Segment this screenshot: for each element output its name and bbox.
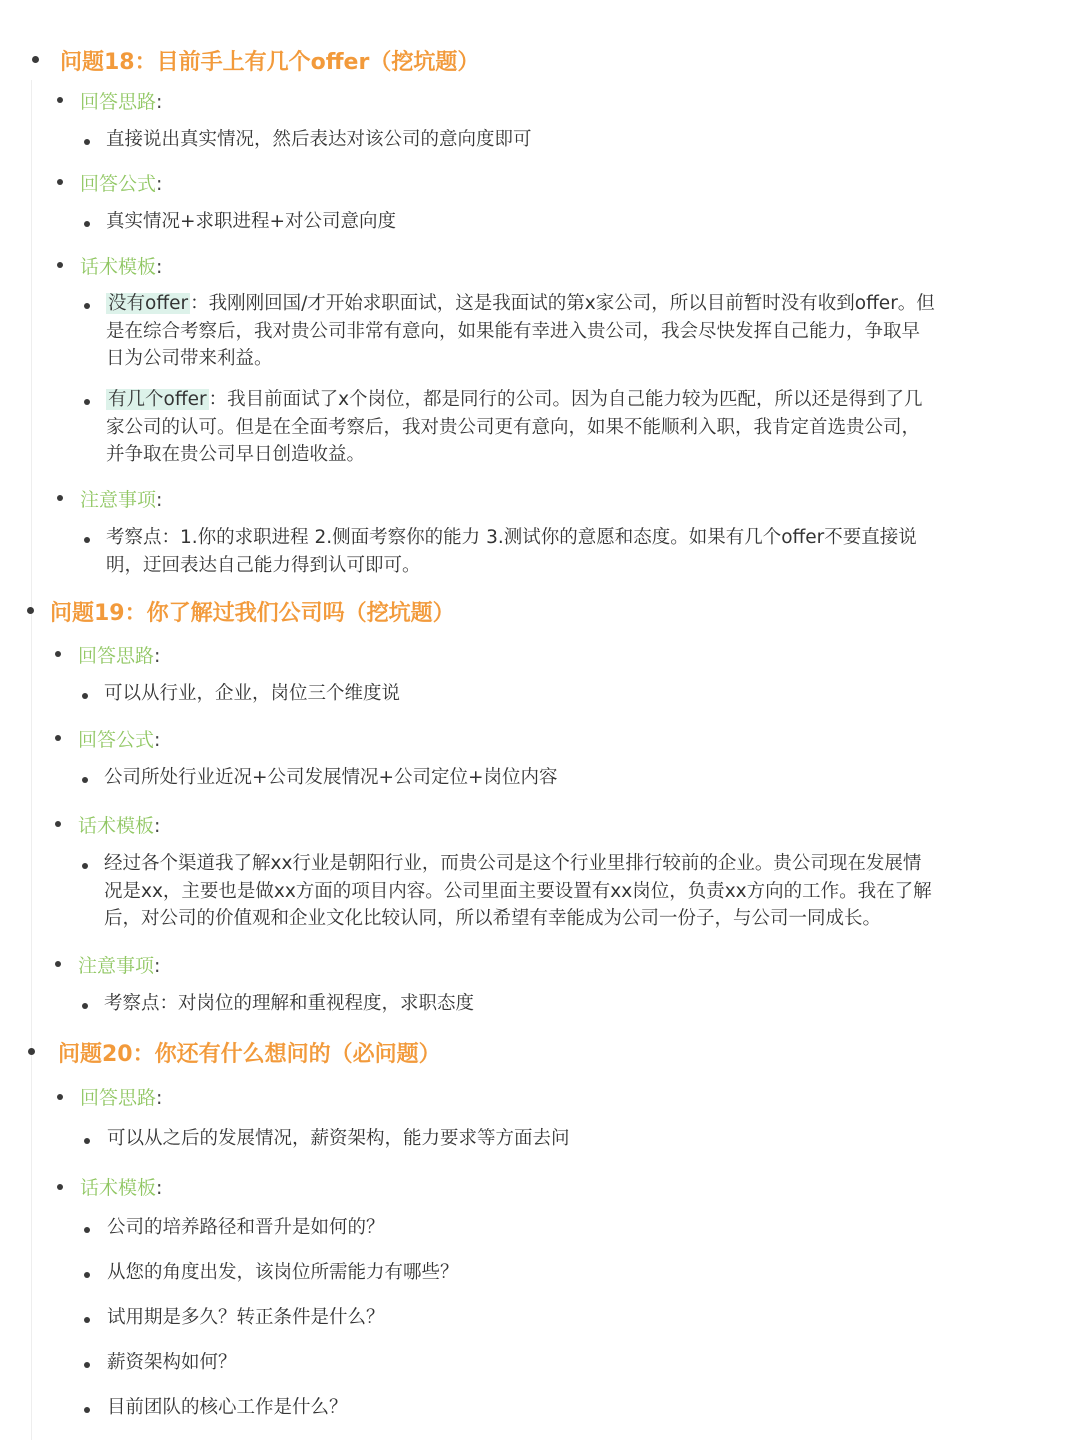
bullet-icon [84,139,90,145]
bullet-icon [55,961,61,967]
item-text-line: 后，对公司的价值观和企业文化比较认同，所以希望有幸能成为公司一份子，与公司一同成长。 [104,908,882,929]
block-label: 话术模板 [78,815,155,837]
bullet-icon [55,735,61,741]
item-text: 考察点：对岗位的理解和重视程度，求职态度 [104,993,475,1014]
item-text-line: 况是xx，主要也是做xx方面的项目内容。公司里面主要设置有xx岗位，负责xx方向的工作。我在了解 [104,880,932,902]
bullet-icon [82,1003,88,1009]
bullet-icon [82,777,88,783]
bullet-icon [84,1138,90,1144]
bullet-icon [57,97,63,103]
item-text-line: 家公司的认可。但是在全面考察后，我对贵公司更有意向，如果不能顺利入职，我肯定首选贵公司， [106,416,921,438]
bullet-icon [82,863,88,869]
item-text: 可以从之后的发展情况，薪资架构，能力要求等方面去问 [107,1128,570,1149]
bullet-icon [84,221,90,227]
bullet-icon [84,1407,90,1413]
block-label: 注意事项 [80,489,157,511]
document-page: 问题18：目前手上有几个offer（挖坑题） 回答思路: 直接说出真实情况，然后表达对该公司的意向度即可 回答公式: 真实情况+求职进程+对公司意向度 话术模板: 没有offer ：我刚刚回国/才开始求职面试，这是我面试的第x家公司，所以目前暂时没有收到offer。但 是在综合考察后，我对贵公司非常有意向，如果能有幸进入贵公司，我会尽快发挥自己能力，争取早 日为公司带来利益。 有几个offer ：我目前面试了x个岗位，都是同行的公司。因为自己能力较为匹配，所以还是得到了几 家公司的认可。但是在全面考察后，我对贵公司更有意向，如果不能顺利入职，我肯定首选贵公司， 并争取在贵公司早日创造收益。 注意事项: 考察点：1.你的求职进程 2.侧面考察你的能力 3.测试你的意愿和态度。如果有几个offer不要直接说 明，迂回表达自己能力得到认可即可。 问题19：你了解过我们公司吗（挖坑题） 回答思路: 可以从行业，企业，岗位三个维度说 回答公式: 公司所处行业近况+公司发展情况+公司定位+岗位内容 话术模板: 经过各个渠道我了解xx行业是朝阳行业，而贵公司是这个行业里排行较前的企业。贵公司现在发展情 况是xx，主要也是做xx方面的项目内容。公司里面主要设置有xx岗位，负责xx方向的工作。我在了解 后，对公司的价值观和企业文化比较认同，所以希望有幸能成为公司一份子，与公司一同成长。 注意事项: 考察点：对岗位的理解和重视程度，求职态度 问题20：你还有什么想问的（必问题） 回答思路: 可以从之后的发展情况，薪资架构，能力要求等方面去问 话术模板: 公司的培养路径和晋升是如何的？ 从您的角度出发，该岗位所需能力有哪些？ 试用期是多久？转正条件是什么？ 薪资架构如何？ 目前团队的核心工作是什么？ [0,0,1080,1440]
item-text-line: 日为公司带来利益。 [106,348,273,369]
block-label: 回答公式 [80,173,157,195]
bullet-icon [57,179,63,185]
bullet-icon [57,262,63,268]
question-title: 问题19：你了解过我们公司吗（挖坑题） [50,601,455,626]
item-text-line: 是在综合考察后，我对贵公司非常有意向，如果能有幸进入贵公司，我会尽快发挥自己能力，争取早 [106,320,921,342]
indent-guide [31,80,32,1440]
bullet-icon [84,1272,90,1278]
item-text: 从您的角度出发，该岗位所需能力有哪些？ [107,1262,459,1283]
bullet-icon [55,651,61,657]
block-label: 话术模板 [80,256,157,278]
item-text: 真实情况+求职进程+对公司意向度 [106,211,397,232]
item-text: 可以从行业，企业，岗位三个维度说 [104,683,401,704]
block-label: 注意事项 [78,955,155,977]
bullet-icon [28,1048,35,1055]
item-text-line: 并争取在贵公司早日创造收益。 [106,444,366,465]
item-text-line: 考察点：1.你的求职进程 2.侧面考察你的能力 3.测试你的意愿和态度。如果有几个offer不要直接说 [106,527,917,548]
block-label: 回答思路 [80,1087,157,1109]
item-text: 公司的培养路径和晋升是如何的？ [107,1217,385,1238]
bullet-icon [32,56,39,63]
highlight-term: 没有offer [108,293,189,314]
question-title: 问题20：你还有什么想问的（必问题） [58,1042,441,1067]
bullet-icon [84,1227,90,1233]
bullet-icon [84,399,90,405]
bullet-icon [84,303,90,309]
item-text: 公司所处行业近况+公司发展情况+公司定位+岗位内容 [104,767,558,788]
item-text-line: ：我目前面试了x个岗位，都是同行的公司。因为自己能力较为匹配，所以还是得到了几 [208,389,923,410]
block-label: 回答公式 [78,729,155,751]
highlight-term: 有几个offer [108,389,207,410]
item-text-line: 明，迂回表达自己能力得到认可即可。 [106,554,421,576]
block-label: 话术模板 [80,1177,157,1199]
bullet-icon [84,1362,90,1368]
bullet-icon [57,1184,63,1190]
item-text: 直接说出真实情况，然后表达对该公司的意向度即可 [106,129,532,150]
bullet-icon [84,537,90,543]
bullet-icon [27,607,34,614]
block-label: 回答思路 [80,91,157,113]
block-label: 回答思路 [78,645,155,667]
question-title: 问题18：目前手上有几个offer（挖坑题） [60,50,480,75]
item-text-line: ：我刚刚回国/才开始求职面试，这是我面试的第x家公司，所以目前暂时没有收到offer。但 [190,293,935,314]
item-text: 薪资架构如何？ [107,1352,237,1373]
item-text: 试用期是多久？转正条件是什么？ [107,1307,385,1328]
bullet-icon [57,1094,63,1100]
bullet-icon [84,1317,90,1323]
bullet-icon [55,821,61,827]
bullet-icon [82,693,88,699]
item-text-line: 经过各个渠道我了解xx行业是朝阳行业，而贵公司是这个行业里排行较前的企业。贵公司现在发展情 [104,853,922,874]
bullet-icon [57,495,63,501]
item-text: 目前团队的核心工作是什么？ [107,1397,348,1418]
